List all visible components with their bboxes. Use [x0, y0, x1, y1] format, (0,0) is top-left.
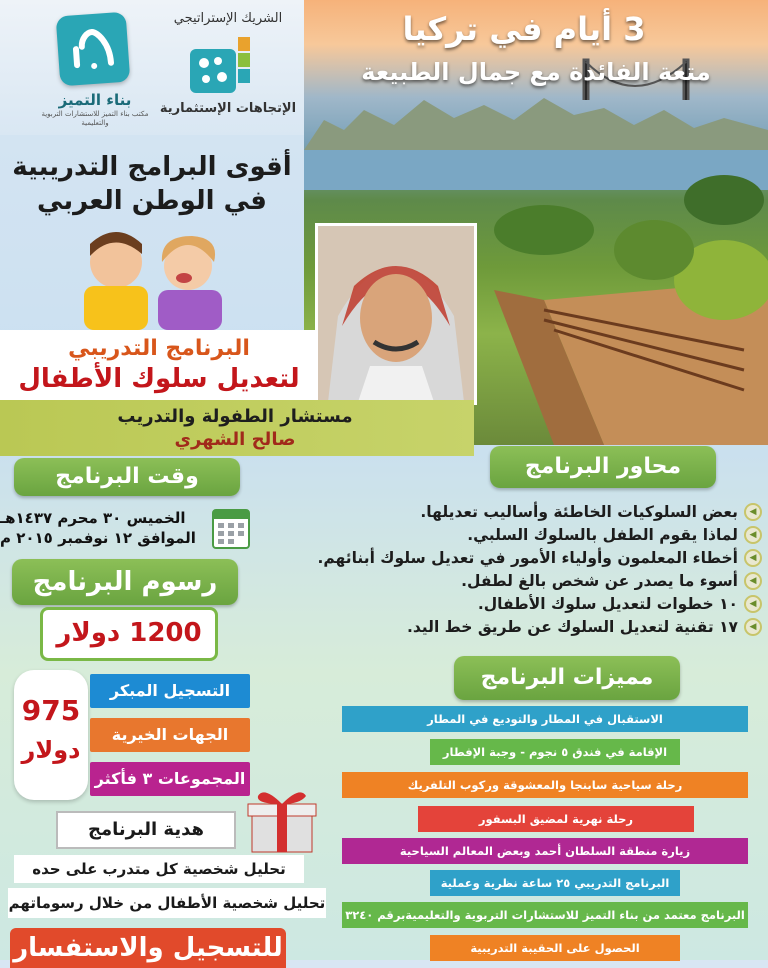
discount-amount: 975: [21, 694, 81, 727]
schedule-title: وقت البرنامج: [14, 458, 240, 496]
gift-title: هدية البرنامج: [56, 811, 236, 849]
fees-title: رسوم البرنامج: [12, 559, 238, 605]
register-button[interactable]: للتسجيل والاستفسار: [10, 928, 286, 968]
headline-subtitle: متعة الفائدة مع جمال الطبيعة: [361, 58, 711, 86]
bullet-arrow-icon: ◀: [744, 595, 762, 613]
discount-groups: المجموعات ٣ فأكثر: [90, 762, 250, 796]
list-item: ◀ ١٠ خطوات لتعديل سلوك الأطفال.: [242, 592, 762, 615]
feature-item: رحلة سياحية سابنجا والمعشوقة وركوب التلفريك: [342, 772, 748, 798]
axes-list: [242, 500, 762, 638]
consultant-name: صالح الشهري: [174, 429, 296, 450]
headline-title: 3 أيام في تركيا: [402, 10, 646, 48]
bullet-arrow-icon: ◀: [744, 549, 762, 567]
bullet-arrow-icon: ◀: [744, 503, 762, 521]
bullet-arrow-icon: ◀: [744, 572, 762, 590]
bullet-arrow-icon: ◀: [744, 618, 762, 636]
gift-item-2: تحليل شخصية الأطفال من خلال رسوماتهم: [8, 888, 326, 918]
kids-image: [64, 222, 244, 330]
discount-early-registration: التسجيل المبكر: [90, 674, 250, 708]
consultant-photo: [315, 223, 477, 405]
list-item: ◀ لماذا يقوم الطفل بالسلوك السلبي.: [242, 523, 762, 546]
discount-charities: الجهات الخيرية: [90, 718, 250, 752]
axes-title: محاور البرنامج: [490, 446, 716, 488]
logo-icon: [56, 12, 131, 87]
price: 1200 دولار: [40, 607, 218, 661]
feature-item: الإقامة في فندق ٥ نجوم - وجبة الإفطار: [430, 739, 680, 765]
schedule-date-gregorian: الموافق ١٢ نوفمبر ٢٠١٥ م: [0, 529, 196, 547]
list-item: ◀ أسوء ما يصدر عن شخص بالغ لطفل.: [242, 569, 762, 592]
tagline: أقوى البرامج التدريبية في الوطن العربي: [12, 152, 292, 216]
gift-item-1: تحليل شخصية كل متدرب على حده: [14, 855, 304, 883]
partner-title: الشريك الإستراتيجي: [173, 11, 283, 26]
consultant-role: مستشار الطفولة والتدريب: [117, 406, 353, 427]
schedule-date-hijri: الخميس ٣٠ محرم ١٤٣٧هـ: [0, 509, 186, 527]
feature-item: البرنامج معتمد من بناء التميز للاستشارات التربوية والتعليميةبرقم ٣٢٤٠: [342, 902, 748, 928]
list-item: ◀ بعض السلوكيات الخاطئة وأساليب تعديلها.: [242, 500, 762, 523]
bullet-arrow-icon: ◀: [744, 526, 762, 544]
partner-name: الإتجاهات الإستثمارية: [159, 101, 297, 116]
program-label: البرنامج التدريبي: [68, 336, 250, 361]
logo-name: بناء التميز: [58, 91, 132, 109]
discount-box: [14, 670, 88, 800]
features-title: مميزات البرنامج: [454, 656, 680, 700]
gift-icon: [244, 786, 320, 854]
partner-logo-icon: [186, 33, 262, 95]
feature-item: الاستقبال في المطار والتوديع في المطار: [342, 706, 748, 732]
logo-subtitle: مكتب بناء التميز للاستشارات التربوية والتعليمية: [41, 110, 149, 127]
list-item: ◀ أخطاء المعلمون وأولياء الأمور في تعديل سلوك أبنائهم.: [242, 546, 762, 569]
list-item: ◀ ١٧ تقنية لتعديل السلوك عن طريق خط اليد.: [242, 615, 762, 638]
feature-item: البرنامج التدريبي ٢٥ ساعة نظرية وعملية: [430, 870, 680, 896]
program-name: لتعديل سلوك الأطفال: [18, 364, 300, 394]
feature-item: الحصول على الحقيبة التدريبية: [430, 935, 680, 961]
feature-item: رحلة نهرية لمضيق البسفور: [418, 806, 694, 832]
discount-currency: دولار: [21, 736, 81, 764]
feature-item: زيارة منطقة السلطان أحمد وبعض المعالم السياحية: [342, 838, 748, 864]
